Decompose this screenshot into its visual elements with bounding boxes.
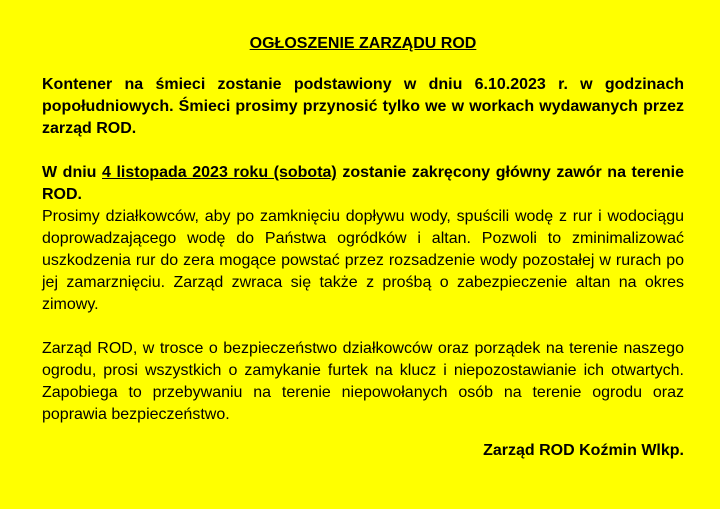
water-valve-announcement [42, 162, 684, 206]
gate-closing-request: Zarząd ROD, w trosce o bezpieczeństwo działkowców oraz porządek na terenie naszego ogrodu, prosi wszystkich o zamykanie furtek na klucz i niepozostawianie ich otwartych. Zapobiega to przebywaniu na terenie niepowołanych osób na terenie ogrodu oraz poprawia bezpieczeństwo. [42, 340, 684, 423]
valve-date: 4 listopada 2023 roku (sobota) [102, 164, 337, 181]
notice-title: OGŁOSZENIE ZARZĄDU ROD [249, 35, 477, 52]
paragraph-gap [42, 140, 684, 162]
valve-text-end: zostanie zakręcony główny zawór na terenie ROD. [42, 164, 684, 203]
board-signature: Zarząd ROD Koźmin Wlkp. [483, 442, 684, 459]
water-drain-request: Prosimy działkowców, aby po zamknięciu dopływu wody, spuścili wodę z rur i wodociągu doprowadzającego wodę do Państwa ogródków i altan. Pozwoli to zminimalizować uszkodzenia rur do zera mogące powstać przez rozsadzenie wody pozostałej w rurach po jej zamarznięciu. Zarząd zwraca się także z prośbą o zabezpieczenie altan na okres zimowy. [42, 208, 684, 313]
valve-text-start: W dniu [42, 164, 102, 181]
paragraph-gap [42, 316, 684, 338]
container-announcement: Kontener na śmieci zostanie podstawiony w dniu 6.10.2023 r. w godzinach popołudniowych. Śmieci prosimy przynosić tylko we w workach wydawanych przez zarząd ROD. [42, 76, 684, 137]
